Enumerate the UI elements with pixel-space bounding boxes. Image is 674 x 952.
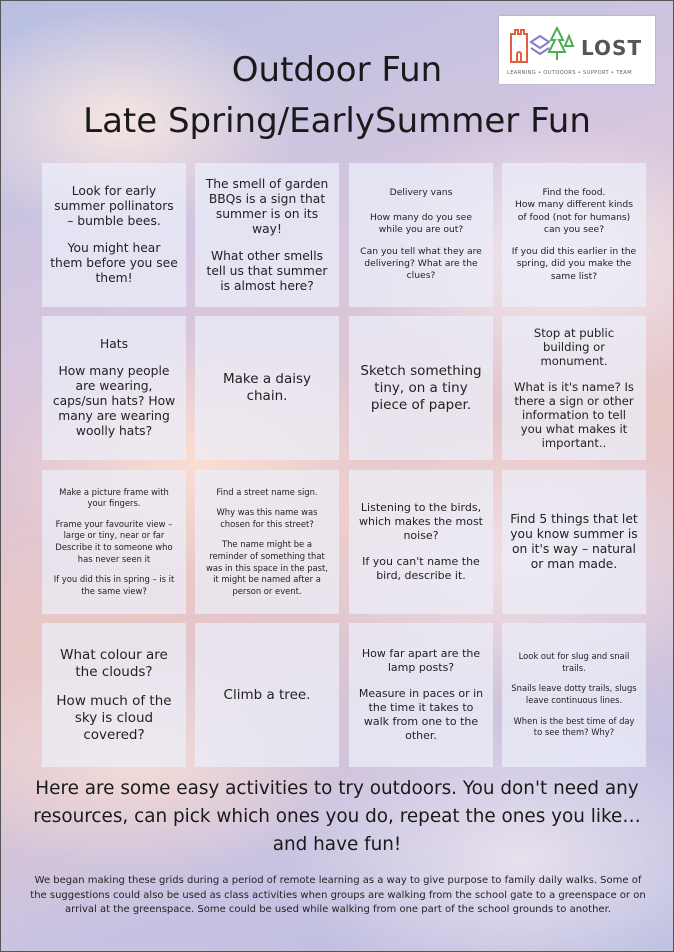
card-text: When is the best time of day to see them? Why? xyxy=(513,715,635,738)
activity-card xyxy=(42,470,186,614)
card-text: Find the food. How many different kinds of food (not for humans) can you see? xyxy=(515,187,633,236)
card-text: How far apart are the lamp posts? xyxy=(361,647,481,674)
card-text: What is it's name? Is there a sign or other information to tell you what makes it important.. xyxy=(514,380,634,450)
activity-card xyxy=(349,623,493,767)
activity-card xyxy=(195,163,339,307)
card-text: Stop at public building or monument. xyxy=(533,326,615,368)
card-text: Sketch something tiny, on a tiny piece of paper. xyxy=(360,362,482,413)
activity-card xyxy=(42,163,186,307)
card-text: You might hear them before you see them! xyxy=(50,241,178,285)
activity-card xyxy=(502,470,646,614)
card-text: What other smells tell us that summer is almost here? xyxy=(206,248,328,293)
intro-text: Here are some easy activities to try outdoors. You don't need any resources, can pick which ones you do, repeat the ones you like…and have fun! xyxy=(33,778,641,855)
activity-card xyxy=(349,470,493,614)
card-text: If you did this in spring – is it the same view? xyxy=(53,574,175,596)
card-text: Can you tell what they are delivering? What are the clues? xyxy=(360,245,482,282)
card-text: Climb a tree. xyxy=(223,686,311,703)
card-text: If you can't name the bird, describe it. xyxy=(362,555,480,582)
activity-card xyxy=(502,163,646,307)
card-text: Hats xyxy=(99,337,128,351)
card-text: Find a street name sign. xyxy=(216,486,318,497)
activity-card xyxy=(195,623,339,767)
card-text: Find 5 things that let you know summer is on it's way – natural or man made. xyxy=(510,512,638,571)
card-text: Frame your favourite view – large or tiny, near or far Describe it to someone who has never seen it xyxy=(55,518,173,564)
footnote-text: We began making these grids during a period of remote learning as a way to give purpose to family daily walks. Some of the suggestions could also be used as class activities when groups are walking from the school gate to a greenspace or on arrival at the greenspace. Some could be used while walking from one part of the school grounds to another. xyxy=(30,875,646,915)
activity-card xyxy=(195,470,339,614)
card-text: Look out for slug and snail trails. xyxy=(518,651,630,673)
card-text: Listening to the birds, which makes the most noise? xyxy=(358,501,483,542)
card-text: Measure in paces or in the time it takes to walk from one to the other. xyxy=(358,687,484,742)
activity-card xyxy=(42,623,186,767)
page-subtitle: Late Spring/EarlySummer Fun xyxy=(83,101,591,141)
activity-card xyxy=(349,316,493,460)
activity-card xyxy=(195,316,339,460)
card-text: The smell of garden BBQs is a sign that summer is on its way! xyxy=(205,176,329,236)
card-text: How much of the sky is cloud covered? xyxy=(56,692,172,743)
card-text: Make a daisy chain. xyxy=(222,371,312,404)
activity-grid xyxy=(42,163,646,767)
card-text: Make a picture frame with your fingers. xyxy=(59,486,169,509)
activity-card xyxy=(349,163,493,307)
card-text: How many do you see while you are out? xyxy=(370,211,472,236)
activity-card xyxy=(502,316,646,460)
card-text: The name might be a reminder of something that was in this space in the past, it might be named after a person or event. xyxy=(206,539,328,596)
card-text: What colour are the clouds? xyxy=(60,646,168,680)
logo-tagline: LEARNING • OUTDOORS • SUPPORT • TEAM xyxy=(507,70,632,76)
page-title: Outdoor Fun xyxy=(231,50,443,90)
card-text: Look for early summer pollinators – bumble bees. xyxy=(54,184,174,228)
card-text: Why was this name was chosen for this street? xyxy=(216,507,318,529)
card-text: How many people are wearing, caps/sun hats? How many are wearing woolly hats? xyxy=(52,364,176,438)
logo-brand-text: LOST xyxy=(581,36,643,60)
card-text: Snails leave dotty trails, slugs leave continuous lines. xyxy=(511,683,637,705)
card-text: Delivery vans xyxy=(389,187,453,199)
card-text: If you did this earlier in the spring, did you make the same list? xyxy=(511,245,637,282)
activity-card xyxy=(42,316,186,460)
activity-card xyxy=(502,623,646,767)
